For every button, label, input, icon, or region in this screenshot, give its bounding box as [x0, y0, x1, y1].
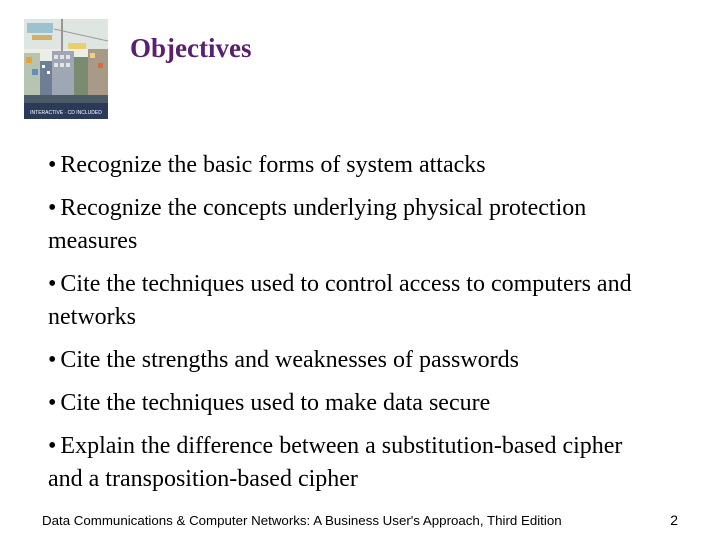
page-number: 2: [670, 512, 678, 528]
list-item-text: Recognize the concepts underlying physical protection measures: [48, 195, 587, 254]
footer-book-title: Data Communications & Computer Networks: A Business User's Approach, Third Edition: [42, 513, 562, 528]
bullet-symbol: •: [48, 390, 57, 416]
list-item-text: Cite the strengths and weaknesses of passwords: [60, 347, 519, 373]
bullet-symbol: •: [48, 347, 57, 373]
book-cover-image: [24, 19, 108, 119]
list-item: [48, 192, 648, 258]
list-item-text: Recognize the basic forms of system attacks: [60, 152, 486, 178]
bullet-symbol: •: [48, 433, 57, 459]
list-item-text: Explain the difference between a substitution-based cipher and a transposition-based cipher: [48, 433, 623, 492]
list-item: [48, 430, 648, 496]
list-item-text: Cite the techniques used to make data secure: [60, 390, 491, 416]
list-item: [48, 387, 648, 420]
bullet-symbol: •: [48, 152, 57, 178]
list-item: [48, 344, 648, 377]
objectives-list: [48, 149, 648, 506]
list-item: [48, 268, 648, 334]
slide-title: Objectives: [130, 33, 252, 63]
cover-banner-text: INTERACTIVE · CD INCLUDED: [30, 110, 102, 116]
list-item-text: Cite the techniques used to control access to computers and networks: [48, 271, 632, 330]
bullet-symbol: •: [48, 271, 57, 297]
bullet-symbol: •: [48, 195, 57, 221]
list-item: [48, 149, 648, 182]
